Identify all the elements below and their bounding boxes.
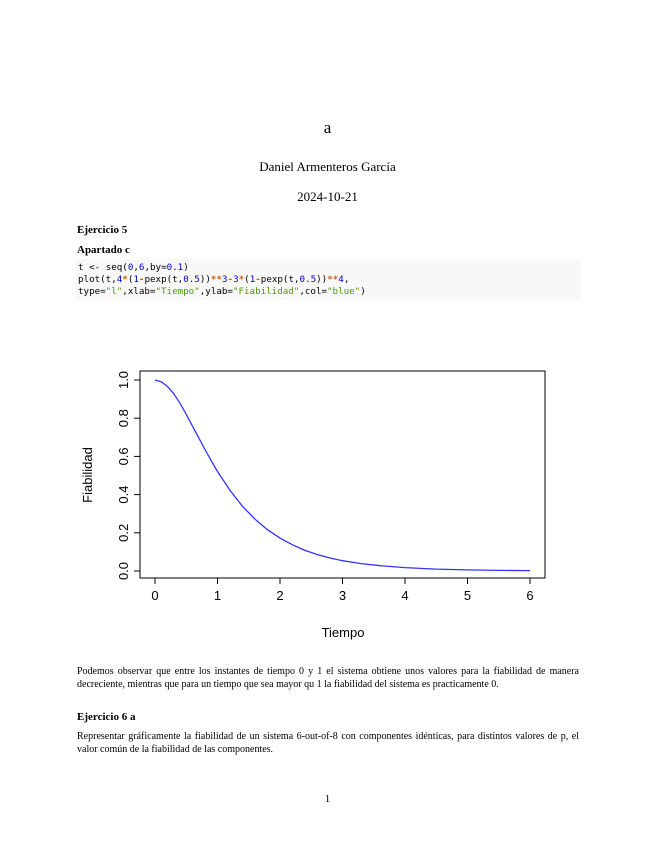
page-number: 1 xyxy=(324,793,331,805)
document-title: a xyxy=(323,118,332,137)
y-axis xyxy=(116,371,140,580)
code-line-3: type="l",xlab="Tiempo",ylab="Fiabilidad",col="blue") xyxy=(78,286,366,297)
y-tick-label: 0.6 xyxy=(116,447,131,466)
y-tick-label: 1.0 xyxy=(116,370,131,390)
x-tick-label: 6 xyxy=(526,588,534,603)
x-tick-label: 3 xyxy=(338,588,347,603)
x-tick-label: 2 xyxy=(276,588,284,603)
x-axis xyxy=(151,578,533,603)
paragraph-ejercicio-6: Representar gráficamente la fiabilidad de un sistema 6-out-of-8 con componentes idénticas, para distintos valores de p, el valor común de la fiabilidad de las componentes. xyxy=(77,731,579,755)
paragraph-observation: Podemos observar que entre los instantes de tiempo 0 y 1 el sistema obtiene unos valores para la fiabilidad de manera decreciente, mientras que para un tiempo que sea mayor qu 1 la fiabilidad del sistema es practicamente 0. xyxy=(77,666,579,690)
x-tick-label: 0 xyxy=(151,588,159,603)
document-date: 2024-10-21 xyxy=(297,189,358,204)
y-tick-label: 0.0 xyxy=(116,561,131,581)
y-tick-label: 0.8 xyxy=(116,409,131,428)
x-axis-label: Tiempo xyxy=(321,625,365,640)
y-tick-label: 0.4 xyxy=(116,485,131,504)
code-line-1: t <- seq(0,6,by=0.1) xyxy=(78,262,189,273)
y-axis-label: Fiabilidad xyxy=(80,447,95,503)
code-line-2: plot(t,4*(1-pexp(t,0.5))**3-3*(1-pexp(t,0.5))**4, xyxy=(78,274,350,285)
x-tick-label: 5 xyxy=(463,588,472,603)
x-tick-label: 4 xyxy=(401,588,409,603)
plot-frame xyxy=(140,371,545,578)
document-author: Daniel Armenteros García xyxy=(259,159,396,174)
reliability-curve xyxy=(155,380,530,571)
section-heading-ejercicio-6a: Ejercicio 6 a xyxy=(77,711,136,723)
x-tick-label: 1 xyxy=(213,588,222,603)
reliability-chart xyxy=(0,330,655,710)
y-tick-label: 0.2 xyxy=(116,523,131,542)
section-heading-ejercicio-5: Ejercicio 5 xyxy=(77,224,128,236)
subsection-heading-apartado-c: Apartado c xyxy=(77,244,130,256)
code-block xyxy=(76,259,581,301)
